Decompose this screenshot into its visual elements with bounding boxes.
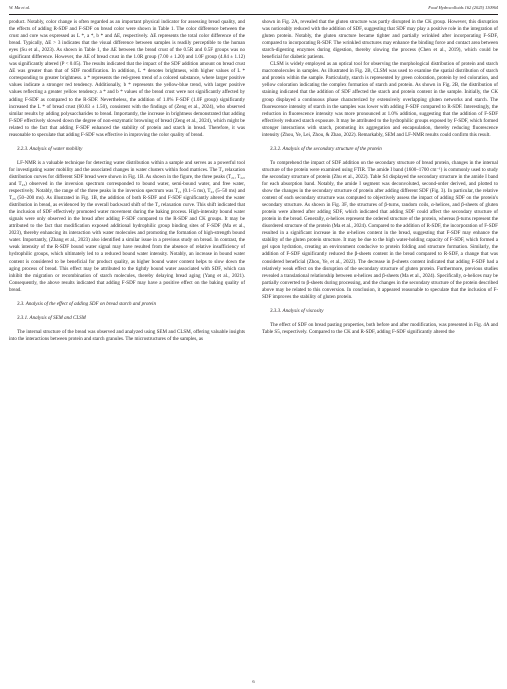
- paragraph-secondary-structure: To comprehend the impact of SDF addition on the secondary structure of bread protein, changes in the internal structure of the protein were examined using FTIR. The amide I band (1600–1700 cm⁻¹) is commonly used to study the secondary structure of protein (Zhu et al., 2022). Table S4 displayed the secondary structure in the amide I band for each absorption band. Notably, the amide I segment was deconvoluted, second-order derived, and plotted to show the changes in the secondary structure of protein after adding different SDF (Fig. 3). In particular, the relative content of each secondary structure was computed to objectively assess the impact of adding SDF on the protein's secondary structure. As shown in Fig. 3F, the structures of β-turns, random coils, α-helices, and β-sheets of gluten protein were altered after adding SDF, which indicated that adding SDF could affect the secondary structure of protein in the bread. Generally, α-helices represent the ordered structure of the protein, whereas β-turns represent the disordered structure of the protein (Ma et al., 2024). Compared to the addition of R-SDF, the incorporation of F-SDF resulted in a significant increase in the α-helices content in the bread, suggesting that F-SDF may enhance the stability of the gluten protein structure. It may be due to the high water-holding capacity of F-SDF, which formed a gel upon hydration, creating an environment conducive to protein folding and structure formation. Similarly, the addition of F-SDF significantly reduced the β-sheets content in the bread compared to R-SDF, a change that was considered beneficial (Zhou, Ye, et al., 2022). The decrease in β-sheets content indicated that adding F-SDF had a relatively weak effect on the disruption of the secondary structure of gluten protein. Furthermore, previous studies revealed a translational relationship between α-helices and β-sheets (Ma et al., 2024). Specifically, α-helices may be partially converted to β-sheets during processing, and the changes in the secondary structure of the protein described above may be related to this conversion. In conclusion, it appeared reasonable to speculate that the inclusion of F-SDF improves the stability of gluten protein.: [262, 159, 498, 300]
- header-journal: Food Hydrocolloids 162 (2025) 110964: [428, 5, 498, 10]
- paragraph-viscosity: The effect of SDF on bread pasting properties, both before and after modification, was presented in Fig. 4A and Table S5, respectively. Compared to the CK and R-SDF, adding F-SDF significantly altered the: [262, 321, 498, 335]
- paragraph-clsm: CLSM is widely employed as an optical tool for observing the morphological distribution of protein and starch macromolecules in samples. As illustrated in Fig. 2B, CLSM was used to examine the spatial distribution of starch and protein within the sample. Particularly, starch is represented by green coloration, protein by red coloration, and yellow coloration indicating the complex formation of starch and protein. As shown in Fig. 2B, the distribution of staining indicated that the addition of SDF affected the starch and protein content in the sample. Initially, the CK group displayed a continuous phase characterized by extensively overlapping gluten networks and starch. The fluorescence intensity of starch in the samples was lower with adding F-SDF compared to R-SDF. Interestingly, the reduction in fluorescence intensity was more pronounced at 1.0% addition, suggesting that the addition of F-SDF effectively reduced starch exposure. It may be attributed to the hydrophilic groups exposed by F-SDF, which formed stronger interactions with starch, promoting its aggregation and encapsulation, thereby reducing fluorescence intensity (Zhou, Ye, Lei, Zhou, & Zhao, 2022). Remarkably, SEM and LF-NMR results could confirm this result.: [262, 61, 498, 138]
- right-column: [262, 19, 498, 336]
- paragraph-water-mobility: LF-NMR is a valuable technique for detecting water distribution within a sample and serves as a powerful tool for investigating water mobility and the associated changes in water clusters within food matrices. The T₂ relaxation distribution curves for different SDF bread were shown in Fig. 1B. As shown in the figure, the three peaks (T₂₁, T₂₂, and T₂₃) observed in the inversion spectrum corresponded to bound water, semi-bound water, and free water, respectively. Notably, the range of the three peaks in the inversion spectrum was T₂₁ (0.1–5 ms), T₂₂ (5–50 ms) and T₂₃ (50–200 ms). As illustrated in Fig. 1B, the addition of both R-SDF and F-SDF significantly altered the water distribution in bread, as evidenced by the overall backward shift of the T₂ relaxation curve. This shift indicated that the inclusion of SDF effectively promoted water movement during the baking process. High-intensity bound water signals were only observed in the bread after adding F-SDF compared to the R-SDF and CK groups. It may be attributed to the fact that modification exposed additional hydrophilic group binding sites of F-SDF (Ma et al., 2023), thereby enhancing its interaction with water molecules and promoting the formation of high-strength bound water. Importantly, (Zhang et al., 2023) also identified a similar issue in a previous study on bread. In contrast, the weak intensity of the R-SDF bound water signal may have resulted from the absence of relative insufficiency of hydrophilic groups, which ultimately led to a reduced bound water intensity. Notably, an increase in bound water content is considered to be beneficial for product quality, as higher bound water content helps to slow down the aging process of bread. This effect may be attributed to the tightly bound water associated with SDF, which can inhibit the migration or recombination of starch molecules, thereby delaying bread aging (Yang et al., 2021). Consequently, the above results indicated that adding F-SDF may have a positive effect on the baking quality of bread.: [9, 159, 245, 293]
- heading-starch-protein: 3.3. Analysis of the effect of adding SDF on bread starch and protein: [17, 300, 156, 307]
- heading-secondary-structure: 3.3.2. Analysis of the secondary structure of the protein: [270, 145, 382, 152]
- heading-water-mobility: 3.2.3. Analysis of water mobility: [17, 145, 83, 152]
- paragraph-sem-results: shown in Fig. 2A, revealed that the gluten structure was partly disrupted in the CK group. However, this disruption was noticeably reduced with the addition of SDF, suggesting that SDF may play a positive role in the integration of gluten protein. Notably, the gluten structure became tighter and partially wrinkled after incorporating F-SDF, compared to incorporating R-SDF. The wrinkled structures may enhance the binding force and contact area between starch-digesting enzymes during digestion, thereby slowing the process (Chen et al., 2019), which could be beneficial for diabetic patients.: [262, 19, 498, 61]
- heading-sem-clsm: 3.3.1. Analysis of SEM and CLSM: [17, 314, 86, 321]
- paragraph-color-analysis: product. Notably, color change is often regarded as an important physical indicator for assessing bread quality, and the effects of adding R-SDF and F-SDF on bread color were shown in Table 1. The color difference between the crust and core was expressed as L *, a *, b * and ΔE, respectively. ΔE represents the total color difference of the bread. Typically, ΔE > 3 indicates that the visual difference between samples is readily perceptible to the human eyes (Su et al., 2023). As shown in Table 1, the ΔE between the bread crust of the 0.5R and 0.5F groups was no significant difference. However, the ΔE of bread crust in the 1.0R group (7.00 ± 1.20) and 1.0F group (4.84 ± 1.12) was significantly altered (P < 0.05). The results indicated that the impact of the SDF addition amount on bread crust ΔE was greater than that of SDF modification. In addition, L * denotes brightness, with higher values of L * corresponding to greater brightness. a * represents the red-green trend of a colored substance, where larger positive values indicate a stronger red tendency. Additionally, b * represents the yellow-blue trend, with larger positive values reflecting a greater yellow tendency. a * and b * values of the bread crust were not significantly affected by adding F-SDF as compared to the R-SDF. Nevertheless, the addition of 1.0% F-SDF (1.0F group) significantly increased the L * of bread crust (60.83 ± 1.50), consistent with the findings of (Zeng et al., 2024), who observed similar results by adding polysaccharides to bread. Importantly, the increase in brightness demonstrated that adding F-SDF effectively slowed down the degree of non-enzymatic browning of bread (Zeng et al., 2024), which might be related to the fact that adding F-SDF enhanced the stability of protein and starch in bread. Therefore, it was reasonable to speculate that adding F-SDF was effective in improving the color quality of bread.: [9, 19, 245, 138]
- header-authors: W. Ma et al.: [9, 5, 31, 10]
- left-column: [9, 19, 245, 343]
- page-number: 6: [252, 679, 255, 684]
- heading-viscosity: 3.3.3. Analysis of viscosity: [270, 307, 324, 314]
- header-rule: [9, 14, 498, 15]
- paragraph-sem-clsm: The internal structure of the bread was observed and analyzed using SEM and CLSM, offering valuable insights into the interactions between protein and starch granules. The microstructures of the samples, as: [9, 328, 245, 342]
- page-header: [9, 5, 498, 14]
